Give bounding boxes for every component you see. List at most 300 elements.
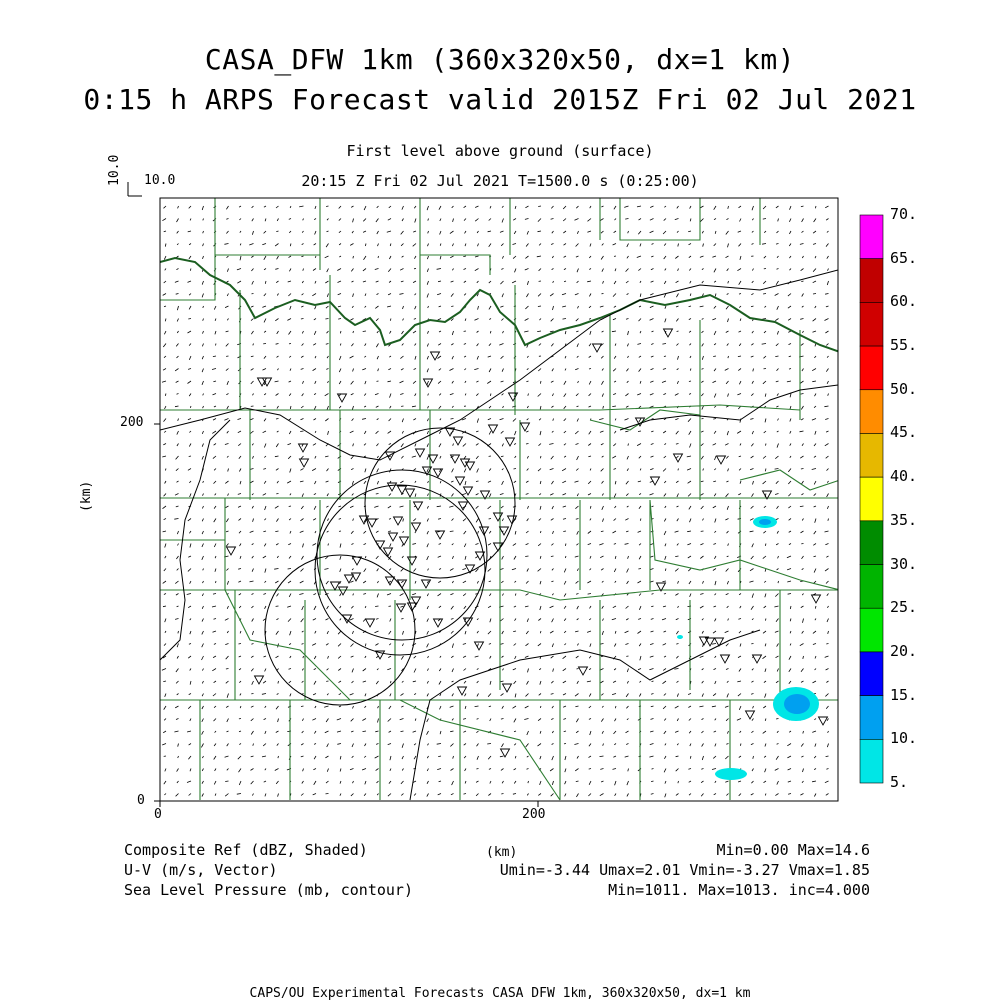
wind-vector xyxy=(263,494,266,496)
wind-vector xyxy=(589,369,591,370)
wind-vector xyxy=(801,481,803,484)
wind-vector xyxy=(464,206,466,208)
wind-vector xyxy=(562,306,566,307)
wind-vector xyxy=(539,519,541,521)
wind-vector xyxy=(701,769,703,770)
wind-vector xyxy=(365,744,367,747)
wind-vector xyxy=(252,619,254,622)
wind-vector xyxy=(525,706,529,708)
wind-vector xyxy=(437,744,441,745)
wind-vector xyxy=(502,481,504,485)
wind-vector xyxy=(826,706,828,709)
station-marker xyxy=(459,502,468,510)
wind-vector xyxy=(650,494,654,496)
wind-vector xyxy=(328,381,329,383)
station-marker xyxy=(331,582,340,590)
wind-vector xyxy=(614,494,616,498)
wind-vector xyxy=(300,469,303,471)
wind-vector xyxy=(164,719,166,721)
wind-vector xyxy=(725,444,728,446)
wind-vector xyxy=(763,631,766,633)
wind-vector xyxy=(701,481,704,482)
wind-vector xyxy=(189,644,191,645)
wind-vector xyxy=(801,206,804,207)
wind-vector xyxy=(627,781,629,785)
wind-vector xyxy=(828,519,829,521)
wind-vector xyxy=(287,481,291,483)
wind-vector xyxy=(489,219,491,221)
wind-vector xyxy=(240,231,241,233)
wind-vector xyxy=(251,356,254,357)
wind-vector xyxy=(712,769,716,770)
radar-range-rings xyxy=(265,428,515,705)
wind-vector xyxy=(564,281,566,282)
wind-vector xyxy=(301,706,304,707)
wind-vector xyxy=(427,206,428,210)
wind-vector xyxy=(302,394,304,397)
wind-vector xyxy=(688,494,691,497)
wind-vector xyxy=(677,369,679,370)
wind-vector xyxy=(802,631,804,634)
wind-vector xyxy=(813,281,816,283)
wind-vector xyxy=(489,431,491,435)
wind-vector xyxy=(740,256,741,260)
wind-vector xyxy=(575,769,578,771)
wind-vector xyxy=(451,794,454,795)
wind-vector xyxy=(651,344,653,345)
wind-vector xyxy=(175,494,179,496)
wind-vector xyxy=(487,744,491,745)
wind-vector xyxy=(227,769,229,771)
wind-vector xyxy=(789,344,792,345)
station-marker xyxy=(819,717,828,725)
wind-vector xyxy=(602,456,604,457)
wind-vector xyxy=(527,456,528,458)
wind-vector xyxy=(776,544,778,545)
wind-vector xyxy=(338,644,341,647)
wind-vector xyxy=(576,731,578,733)
wind-vector xyxy=(563,506,566,507)
wind-vector xyxy=(412,594,416,595)
wind-vector xyxy=(427,431,428,434)
wind-vector xyxy=(164,356,166,358)
wind-vector xyxy=(340,794,341,796)
wind-vector xyxy=(578,306,579,308)
station-marker xyxy=(715,638,724,646)
wind-vector xyxy=(626,706,628,708)
wind-vector xyxy=(390,394,392,398)
wind-vector xyxy=(678,269,679,271)
wind-vector xyxy=(702,331,704,333)
wind-vector xyxy=(652,506,654,507)
wind-vector xyxy=(815,306,816,308)
wind-vector xyxy=(664,719,666,721)
wind-vector xyxy=(263,681,266,683)
wind-vector xyxy=(715,719,716,721)
wind-vector xyxy=(777,306,779,310)
wind-vector xyxy=(476,456,478,459)
wind-vector xyxy=(590,556,591,559)
wind-vector xyxy=(512,569,516,570)
wind-vector xyxy=(215,769,216,771)
wind-vector xyxy=(589,356,591,358)
wind-vector xyxy=(202,431,203,434)
wind-vector xyxy=(177,769,179,772)
wind-vector xyxy=(401,619,403,620)
wind-vector xyxy=(352,281,354,282)
wind-vector xyxy=(312,719,316,721)
wind-vector xyxy=(588,594,591,595)
wind-vector xyxy=(703,469,704,471)
wind-vector xyxy=(602,606,604,609)
wind-vector xyxy=(177,694,179,695)
station-marker xyxy=(422,580,431,588)
wind-vector xyxy=(564,431,566,433)
wind-vector xyxy=(327,769,328,772)
station-markers xyxy=(227,329,828,757)
wind-vector xyxy=(427,794,429,797)
wind-vector xyxy=(537,256,541,257)
wind-vector xyxy=(465,381,466,383)
wind-vector xyxy=(290,531,291,534)
wind-vector xyxy=(678,356,679,360)
wind-vector xyxy=(538,569,541,572)
wind-vector xyxy=(451,631,454,634)
wind-vector xyxy=(600,431,604,432)
wind-vector xyxy=(689,731,691,733)
wind-vector xyxy=(678,244,679,247)
wind-vector xyxy=(613,606,616,608)
wind-vector xyxy=(614,644,616,647)
wind-vector xyxy=(563,219,566,222)
wind-vector xyxy=(376,556,379,559)
wind-vector xyxy=(352,631,353,634)
wind-vector xyxy=(288,456,291,459)
wind-vector xyxy=(376,444,378,447)
wind-vector xyxy=(437,506,441,507)
wind-vector xyxy=(777,269,779,270)
wind-vector xyxy=(753,756,754,759)
wind-vector xyxy=(463,444,466,447)
wind-vector xyxy=(374,506,378,507)
wind-vector xyxy=(326,244,328,248)
wind-vector xyxy=(750,469,753,470)
wind-vector xyxy=(352,306,353,308)
wind-vector xyxy=(328,431,329,435)
wind-vector xyxy=(825,444,829,446)
wind-vector xyxy=(301,556,303,560)
wind-vector xyxy=(450,706,454,707)
wind-vector xyxy=(476,781,478,782)
wind-vector xyxy=(728,394,729,397)
wind-vector xyxy=(563,494,567,496)
wind-vector xyxy=(702,356,703,360)
wind-vector xyxy=(714,469,716,471)
wind-vector xyxy=(812,469,816,470)
wind-vector xyxy=(689,331,691,332)
wind-vector xyxy=(489,369,491,373)
wind-vector xyxy=(626,481,629,484)
wind-vector xyxy=(827,619,829,623)
wind-vector xyxy=(327,219,329,221)
wind-vector xyxy=(790,431,791,434)
wind-vector xyxy=(352,756,354,758)
wind-vector xyxy=(203,231,204,233)
wind-vector xyxy=(526,431,528,432)
wind-vector xyxy=(389,706,391,709)
wind-vector xyxy=(702,719,704,720)
wind-vector xyxy=(338,631,341,634)
wind-vector xyxy=(239,681,241,683)
wind-vector xyxy=(427,294,429,298)
wind-vector xyxy=(676,294,678,298)
wind-vector xyxy=(775,319,778,321)
wind-vector xyxy=(352,681,354,683)
wind-vector xyxy=(638,531,641,532)
wind-vector xyxy=(213,631,217,632)
wind-vector xyxy=(451,769,454,771)
wind-vector xyxy=(438,381,441,384)
wind-vector xyxy=(576,444,579,445)
wind-vector xyxy=(202,781,204,784)
wind-vector xyxy=(276,656,279,658)
wind-vector xyxy=(353,444,354,447)
wind-vector xyxy=(737,269,741,271)
wind-vector xyxy=(627,569,629,573)
wind-vector xyxy=(790,456,791,458)
wind-vector xyxy=(489,706,491,707)
wind-vector xyxy=(477,669,479,670)
wind-vector xyxy=(463,594,466,596)
wind-vector xyxy=(601,231,604,233)
wind-vector xyxy=(464,269,467,270)
wind-vector xyxy=(438,281,441,282)
wind-vector xyxy=(777,431,779,432)
wind-vector xyxy=(513,794,516,795)
wind-vector xyxy=(776,519,779,520)
wind-vector xyxy=(565,781,566,784)
wind-vector xyxy=(576,794,578,797)
wind-vector xyxy=(576,519,579,520)
wind-vector xyxy=(276,706,279,709)
wind-vector xyxy=(452,206,454,208)
wind-vector xyxy=(264,781,266,782)
wind-vector xyxy=(401,244,403,246)
wind-vector xyxy=(428,481,429,483)
wind-vector xyxy=(651,281,654,282)
wind-vector xyxy=(301,744,303,746)
wind-vector xyxy=(250,581,254,582)
wind-vector xyxy=(414,256,416,259)
wind-vector xyxy=(414,694,416,695)
wind-vector xyxy=(712,319,716,320)
wind-vector xyxy=(325,419,328,422)
wind-vector xyxy=(815,656,816,659)
wind-vector xyxy=(390,756,391,760)
wind-vector xyxy=(790,606,791,609)
wind-vector xyxy=(677,744,678,746)
wind-vector xyxy=(162,456,166,457)
wind-vector xyxy=(650,219,654,221)
wind-vector xyxy=(701,456,703,459)
wind-vector xyxy=(225,644,228,645)
wind-vector xyxy=(389,781,391,784)
wind-vector xyxy=(800,506,804,507)
wind-vector xyxy=(363,681,366,682)
station-marker xyxy=(651,477,660,485)
wind-vector xyxy=(352,569,354,571)
wind-vector xyxy=(813,294,816,295)
wind-vector xyxy=(515,619,517,621)
wind-vector xyxy=(362,769,366,771)
wind-vector xyxy=(402,769,403,771)
wind-vector xyxy=(640,469,641,471)
wind-vector xyxy=(726,794,728,796)
x-tick-0: 0 xyxy=(154,808,162,821)
wind-vector xyxy=(476,431,478,432)
wind-vector xyxy=(299,206,303,207)
wind-vector xyxy=(564,619,566,621)
wind-vector xyxy=(400,269,403,271)
wind-vector xyxy=(253,394,254,396)
wind-vector xyxy=(827,231,829,233)
wind-vector xyxy=(450,394,454,395)
wind-vector xyxy=(550,494,553,496)
wind-vector xyxy=(364,444,366,446)
wind-vector xyxy=(403,519,404,522)
wind-vector xyxy=(253,519,254,522)
wind-vector xyxy=(602,581,604,582)
wind-vector xyxy=(340,606,341,608)
wind-vector xyxy=(340,756,341,759)
wind-vector xyxy=(813,631,816,633)
wind-vector xyxy=(738,619,741,620)
wind-vector xyxy=(676,319,678,322)
wind-vector xyxy=(239,781,241,785)
wind-vector xyxy=(165,544,166,548)
wind-vector xyxy=(464,744,466,746)
wind-vector xyxy=(627,669,628,673)
wind-vector xyxy=(625,544,629,545)
wind-vector xyxy=(239,669,241,670)
wind-vector xyxy=(713,481,716,482)
wind-vector xyxy=(189,744,191,746)
wind-vector xyxy=(227,731,229,732)
wind-vector xyxy=(827,719,829,721)
wind-vector xyxy=(452,681,454,682)
wind-vector xyxy=(626,369,628,372)
wind-vector xyxy=(427,581,428,583)
wind-vector xyxy=(225,481,228,483)
wind-vector xyxy=(577,406,579,407)
wind-vector xyxy=(376,344,378,348)
wind-vector xyxy=(615,269,616,272)
wind-vector xyxy=(651,706,654,707)
wind-vector xyxy=(452,331,453,335)
wind-vector xyxy=(613,531,617,533)
wind-vector xyxy=(602,244,604,246)
wind-vector xyxy=(353,219,354,223)
wind-vector xyxy=(313,544,317,546)
wind-vector xyxy=(265,219,266,222)
wind-vector xyxy=(340,331,341,333)
wind-vector xyxy=(614,469,617,470)
wind-vector xyxy=(451,344,453,346)
wind-vector xyxy=(612,331,616,332)
wind-vector xyxy=(776,206,779,208)
wind-vector xyxy=(226,231,228,234)
wind-vector xyxy=(502,556,504,559)
wind-vector xyxy=(188,281,192,282)
wind-vector xyxy=(165,469,166,471)
wind-vector xyxy=(551,519,554,521)
wind-vector xyxy=(226,344,229,347)
wind-vector xyxy=(500,569,503,570)
wind-vector xyxy=(263,556,266,558)
wind-vector xyxy=(165,319,166,322)
wind-vector xyxy=(489,531,491,533)
wind-vector xyxy=(339,206,341,209)
wind-vector xyxy=(202,731,204,735)
wind-vector xyxy=(350,581,353,582)
wind-vector xyxy=(613,319,616,320)
wind-vector xyxy=(589,406,592,407)
wind-vector xyxy=(190,719,191,721)
wind-vector xyxy=(751,356,754,357)
wind-vector xyxy=(476,481,479,482)
wind-vector xyxy=(525,319,529,321)
wind-vector xyxy=(652,331,654,332)
wind-vector xyxy=(527,469,529,471)
wind-vector xyxy=(726,744,728,745)
wind-vector xyxy=(215,569,216,572)
wind-vector xyxy=(489,319,491,320)
wind-vector xyxy=(226,331,229,332)
wind-vector xyxy=(325,456,328,457)
wind-vector xyxy=(302,606,304,610)
wind-vector xyxy=(462,569,466,570)
station-marker xyxy=(579,667,588,675)
wind-vector xyxy=(538,294,541,297)
wind-vector xyxy=(515,594,516,596)
wind-vector xyxy=(765,619,766,621)
wind-vector xyxy=(725,706,729,707)
wind-vector xyxy=(401,581,403,583)
wind-vector xyxy=(238,494,241,495)
wind-vector xyxy=(515,431,517,435)
wind-vector xyxy=(727,431,728,435)
wind-vector xyxy=(263,531,266,532)
wind-vector xyxy=(265,569,266,573)
wind-vector xyxy=(514,769,516,770)
wind-vector xyxy=(713,444,716,446)
wind-vector xyxy=(175,369,178,371)
wind-vector xyxy=(326,369,328,370)
wind-vector xyxy=(615,794,616,796)
wind-vector xyxy=(463,656,466,658)
wind-vector xyxy=(500,756,504,757)
wind-vector xyxy=(664,531,666,535)
colorbar-swatch xyxy=(860,696,883,740)
wind-vector xyxy=(725,631,729,633)
wind-vector xyxy=(625,419,629,421)
wind-vector xyxy=(414,669,416,673)
wind-vector xyxy=(313,269,316,271)
wind-vector xyxy=(649,756,653,757)
wind-vector xyxy=(401,781,404,784)
wind-vector xyxy=(264,519,266,521)
wind-vector xyxy=(627,681,628,683)
